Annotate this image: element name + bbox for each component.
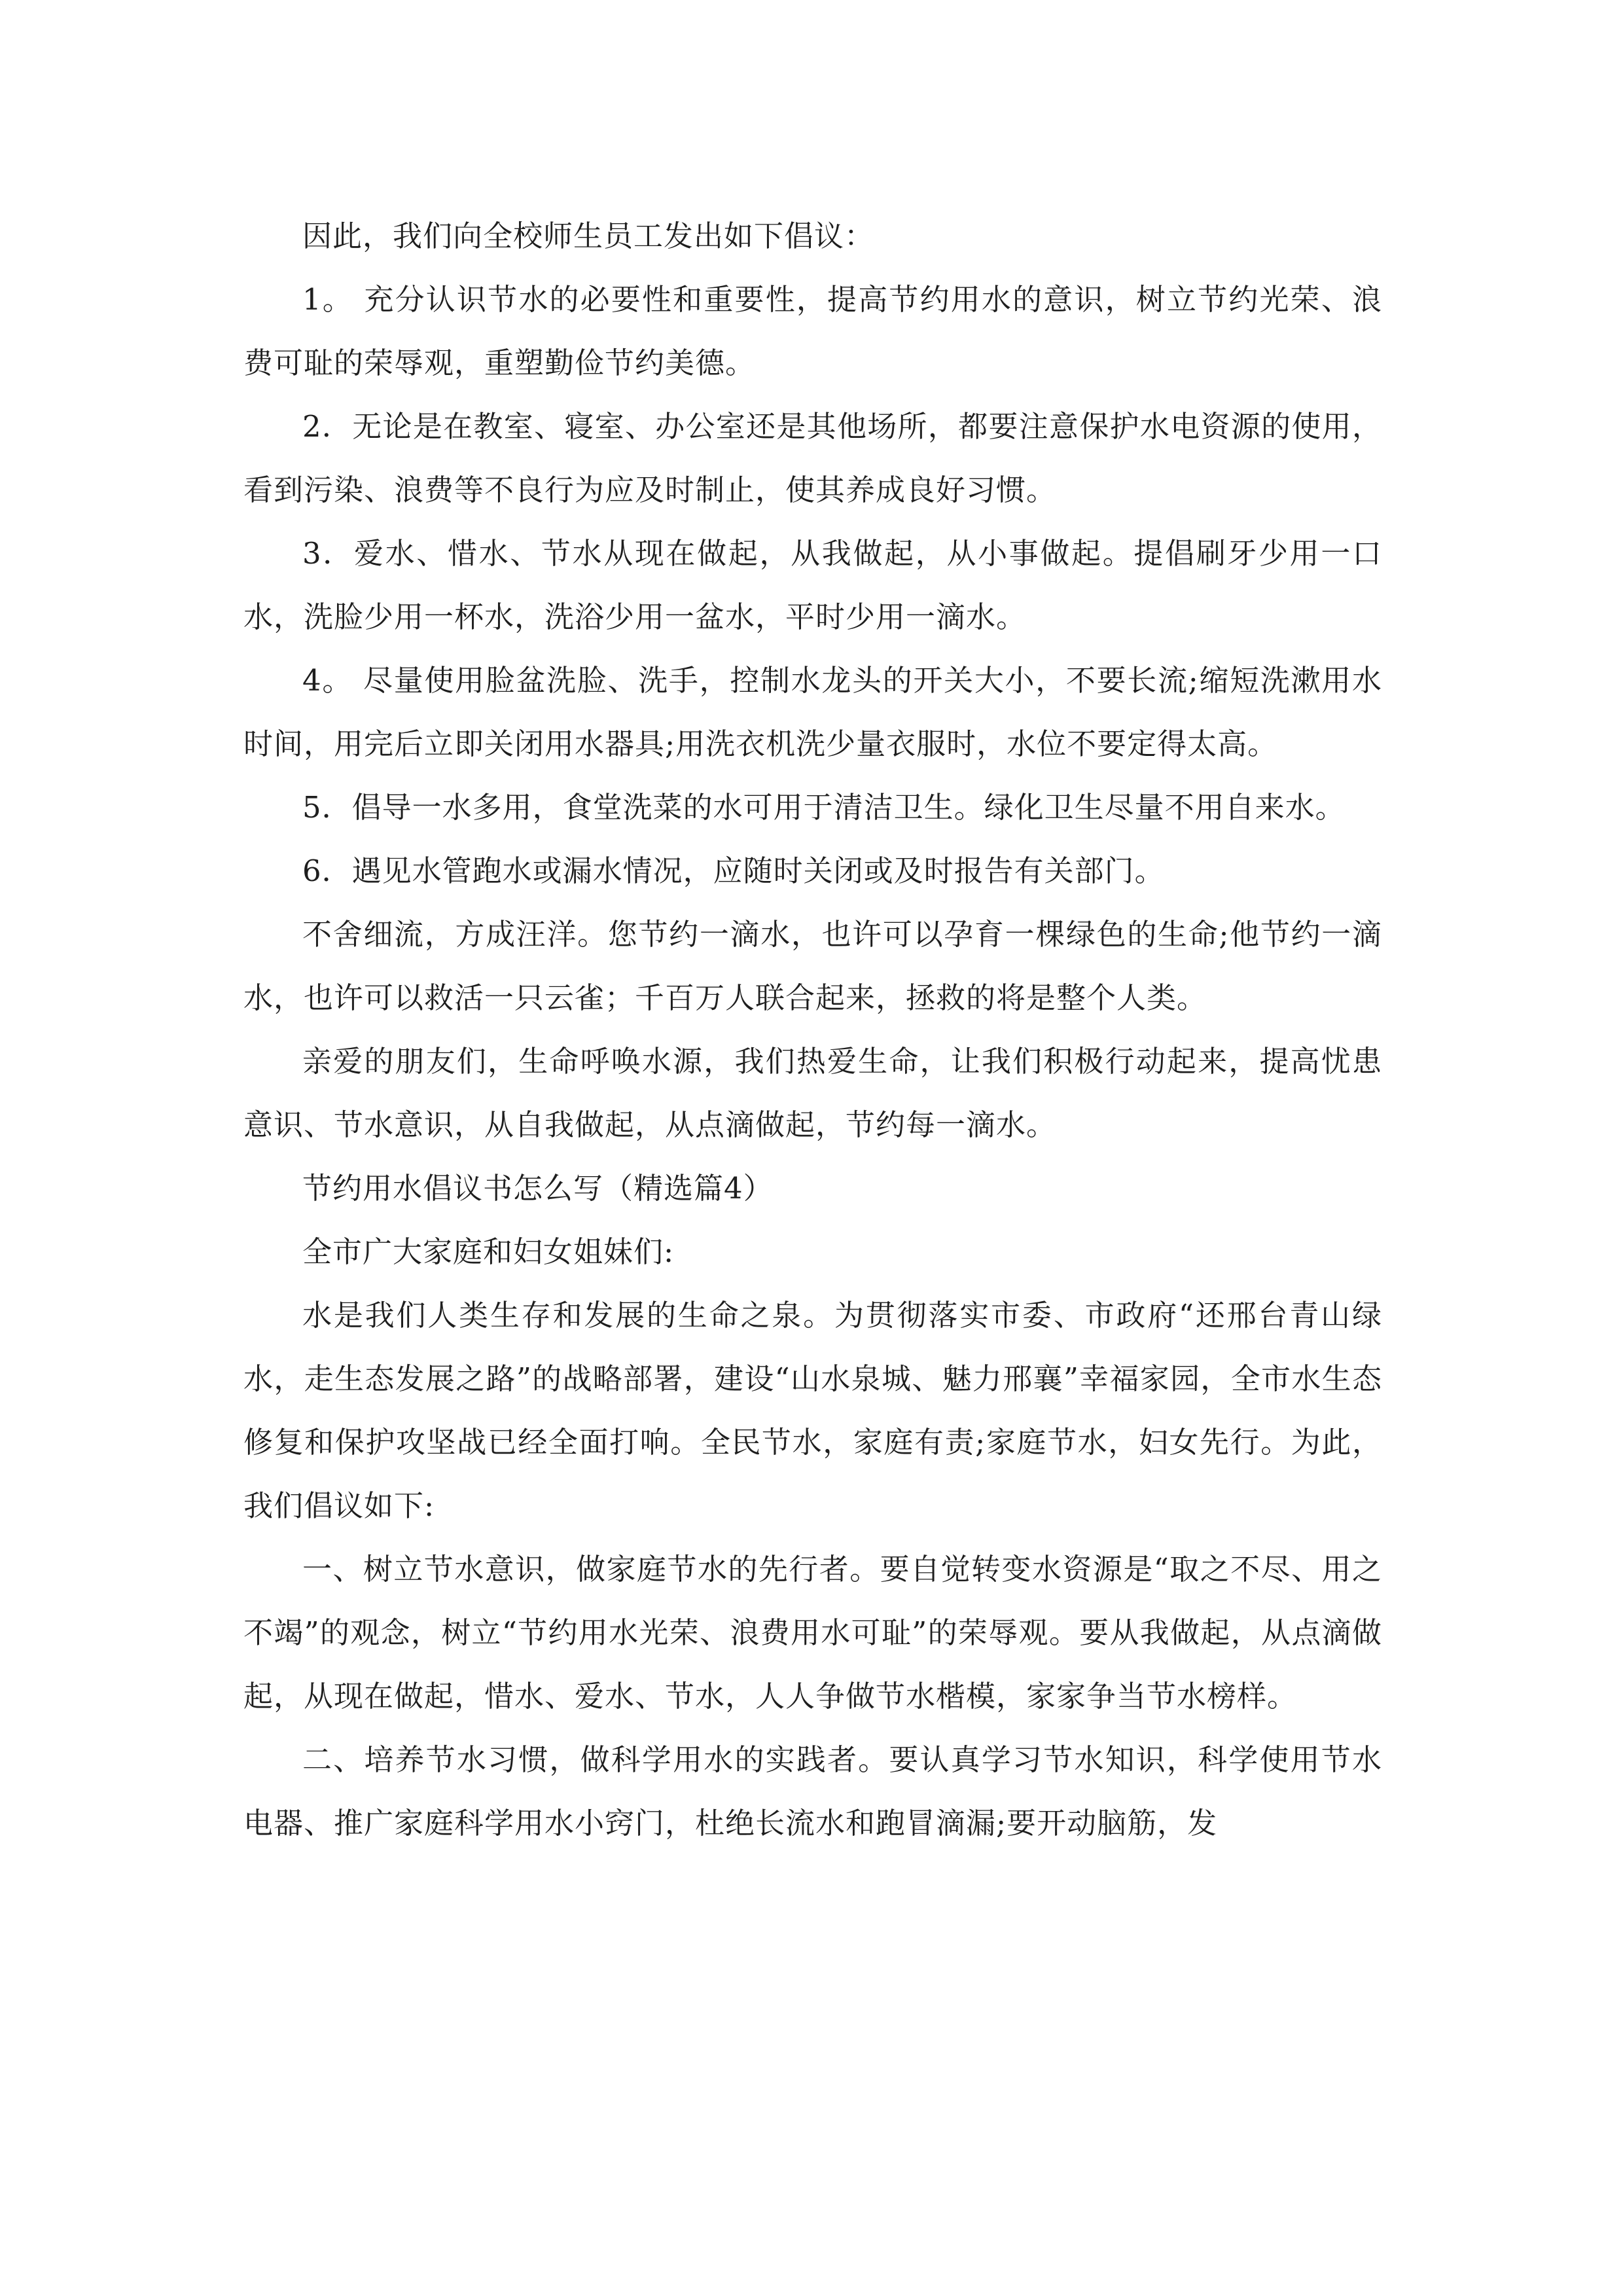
paragraph-preamble: 水是我们人类生存和发展的生命之泉。为贯彻落实市委、市政府“还邢台青山绿水，走生态发展之路”的战略部署，建设“山水泉城、魅力邢襄”幸福家园，全市水生态修复和保护攻坚战已经全面打响。全民节水，家庭有责;家庭节水，妇女先行。为此，我们倡议如下: [243, 1298, 1382, 1523]
paragraph-item-5: 5．倡导一水多用，食堂洗菜的水可用于清洁卫生。绿化卫生尽量不用自来水。 [302, 790, 1346, 825]
paragraph-closing-2: 亲爱的朋友们，生命呼唤水源，我们热爱生命，让我们积极行动起来，提高忧患意识、节水意识，从自我做起，从点滴做起，节约每一滴水。 [243, 1044, 1382, 1142]
section-heading: 节约用水倡议书怎么写（精选篇4） [302, 1171, 774, 1206]
paragraph-item-1: 1。 充分认识节水的必要性和重要性，提高节约用水的意识，树立节约光荣、浪费可耻的荣辱观，重塑勤俭节约美德。 [243, 282, 1382, 380]
paragraph-proposal-2: 二、培养节水习惯，做科学用水的实践者。要认真学习节水知识，科学使用节水电器、推广家庭科学用水小窍门，杜绝长流水和跑冒滴漏;要开动脑筋，发 [243, 1742, 1382, 1840]
paragraph-item-2: 2．无论是在教室、寝室、办公室还是其他场所，都要注意保护水电资源的使用，看到污染、浪费等不良行为应及时制止，使其养成良好习惯。 [243, 409, 1382, 507]
document-body [243, 204, 1382, 1855]
paragraph-item-4: 4。 尽量使用脸盆洗脸、洗手，控制水龙头的开关大小，不要长流;缩短洗漱用水时间，用完后立即关闭用水器具;用洗衣机洗少量衣服时，水位不要定得太高。 [243, 663, 1382, 761]
salutation: 全市广大家庭和妇女姐妹们: [302, 1234, 675, 1269]
paragraph-closing-1: 不舍细流，方成汪洋。您节约一滴水，也许可以孕育一棵绿色的生命;他节约一滴水，也许可以救活一只云雀；千百万人联合起来，拯救的将是整个人类。 [243, 917, 1382, 1015]
paragraph-proposal-1: 一、树立节水意识，做家庭节水的先行者。要自觉转变水资源是“取之不尽、用之不竭”的观念，树立“节约用水光荣、浪费用水可耻”的荣辱观。要从我做起，从点滴做起，从现在做起，惜水、爱水、节水，人人争做节水楷模，家家争当节水榜样。 [243, 1552, 1382, 1713]
paragraph-item-3: 3．爱水、惜水、节水从现在做起，从我做起，从小事做起。提倡刷牙少用一口水，洗脸少用一杯水，洗浴少用一盆水，平时少用一滴水。 [243, 536, 1382, 634]
paragraph-item-6: 6．遇见水管跑水或漏水情况，应随时关闭或及时报告有关部门。 [302, 853, 1165, 888]
paragraph-intro: 因此，我们向全校师生员工发出如下倡议： [302, 219, 875, 253]
